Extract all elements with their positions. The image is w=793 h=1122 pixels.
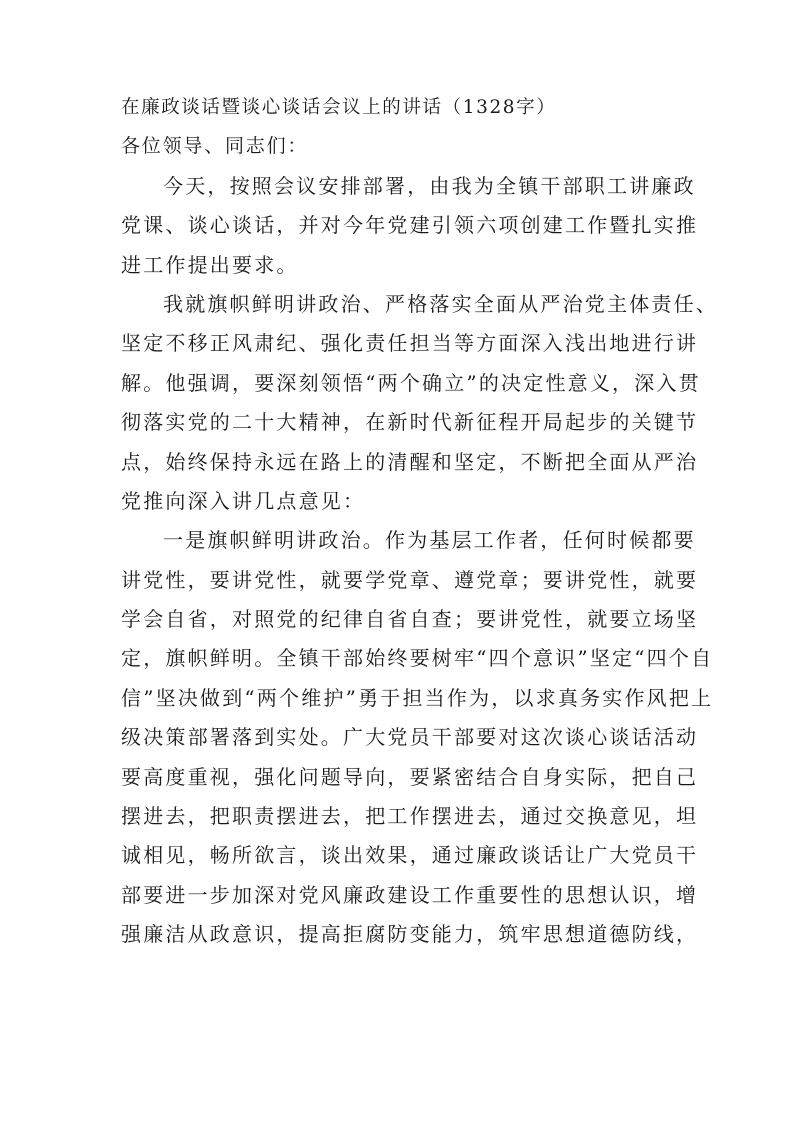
document-body	[121, 88, 718, 955]
paragraph-line: 党课、谈心谈话，并对今年党建引领六项创建工作暨扎实推	[121, 213, 699, 238]
greeting: 各位领导、同志们：	[121, 135, 309, 158]
paragraph-line: 级决策部署落到实处。广大党员干部要对这次谈心谈话活动	[121, 725, 699, 750]
paragraph-3	[121, 521, 714, 954]
paragraph-line: 我就旗帜鲜明讲政治、严格落实全面从严治党主体责任、	[163, 291, 718, 316]
document-title: 在廉政谈话暨谈心谈话会议上的讲话（1328字）	[121, 97, 557, 118]
paragraph-line: 坚定不移正风肃纪、强化责任担当等方面深入浅出地进行讲	[121, 331, 699, 356]
paragraph-1	[121, 167, 699, 285]
paragraph-line: 今天，按照会议安排部署，由我为全镇干部职工讲廉政	[163, 173, 696, 198]
paragraph-line: 信”坚决做到“两个维护”勇于担当作为，以求真务实作风把上	[121, 685, 714, 710]
paragraph-line: 解。他强调，要深刻领悟“两个确立”的决定性意义，深入贯	[121, 370, 701, 395]
paragraph-line: 一是旗帜鲜明讲政治。作为基层工作者，任何时候都要	[163, 528, 696, 553]
paragraph-line: 进工作提出要求。	[121, 252, 299, 277]
paragraph-line: 学会自省，对照党的纪律自省自查；要讲党性，就要立场坚	[121, 607, 699, 632]
paragraph-line: 讲党性，要讲党性，就要学党章、遵党章；要讲党性，就要	[121, 567, 699, 592]
paragraph-line: 彻落实党的二十大精神，在新时代新征程开局起步的关键节	[121, 410, 699, 435]
paragraph-line: 定，旗帜鲜明。全镇干部始终要树牢“四个意识”坚定“四个自	[121, 646, 714, 671]
paragraph-line: 摆进去，把职责摆进去，把工作摆进去，通过交换意见，坦	[121, 804, 699, 829]
paragraph-2	[121, 285, 718, 521]
paragraph-line: 诚相见，畅所欲言，谈出效果，通过廉政谈话让广大党员干	[121, 843, 699, 868]
paragraph-line: 点，始终保持永远在路上的清醒和坚定，不断把全面从严治	[121, 449, 699, 474]
paragraph-line: 强廉洁从政意识，提高拒腐防变能力，筑牢思想道德防线，	[121, 922, 699, 947]
paragraph-line: 要高度重视，强化问题导向，要紧密结合自身实际，把自己	[121, 764, 699, 789]
paragraph-line: 部要进一步加深对党风廉政建设工作重要性的思想认识，增	[121, 882, 699, 907]
paragraph-line: 党推向深入讲几点意见：	[121, 488, 366, 513]
